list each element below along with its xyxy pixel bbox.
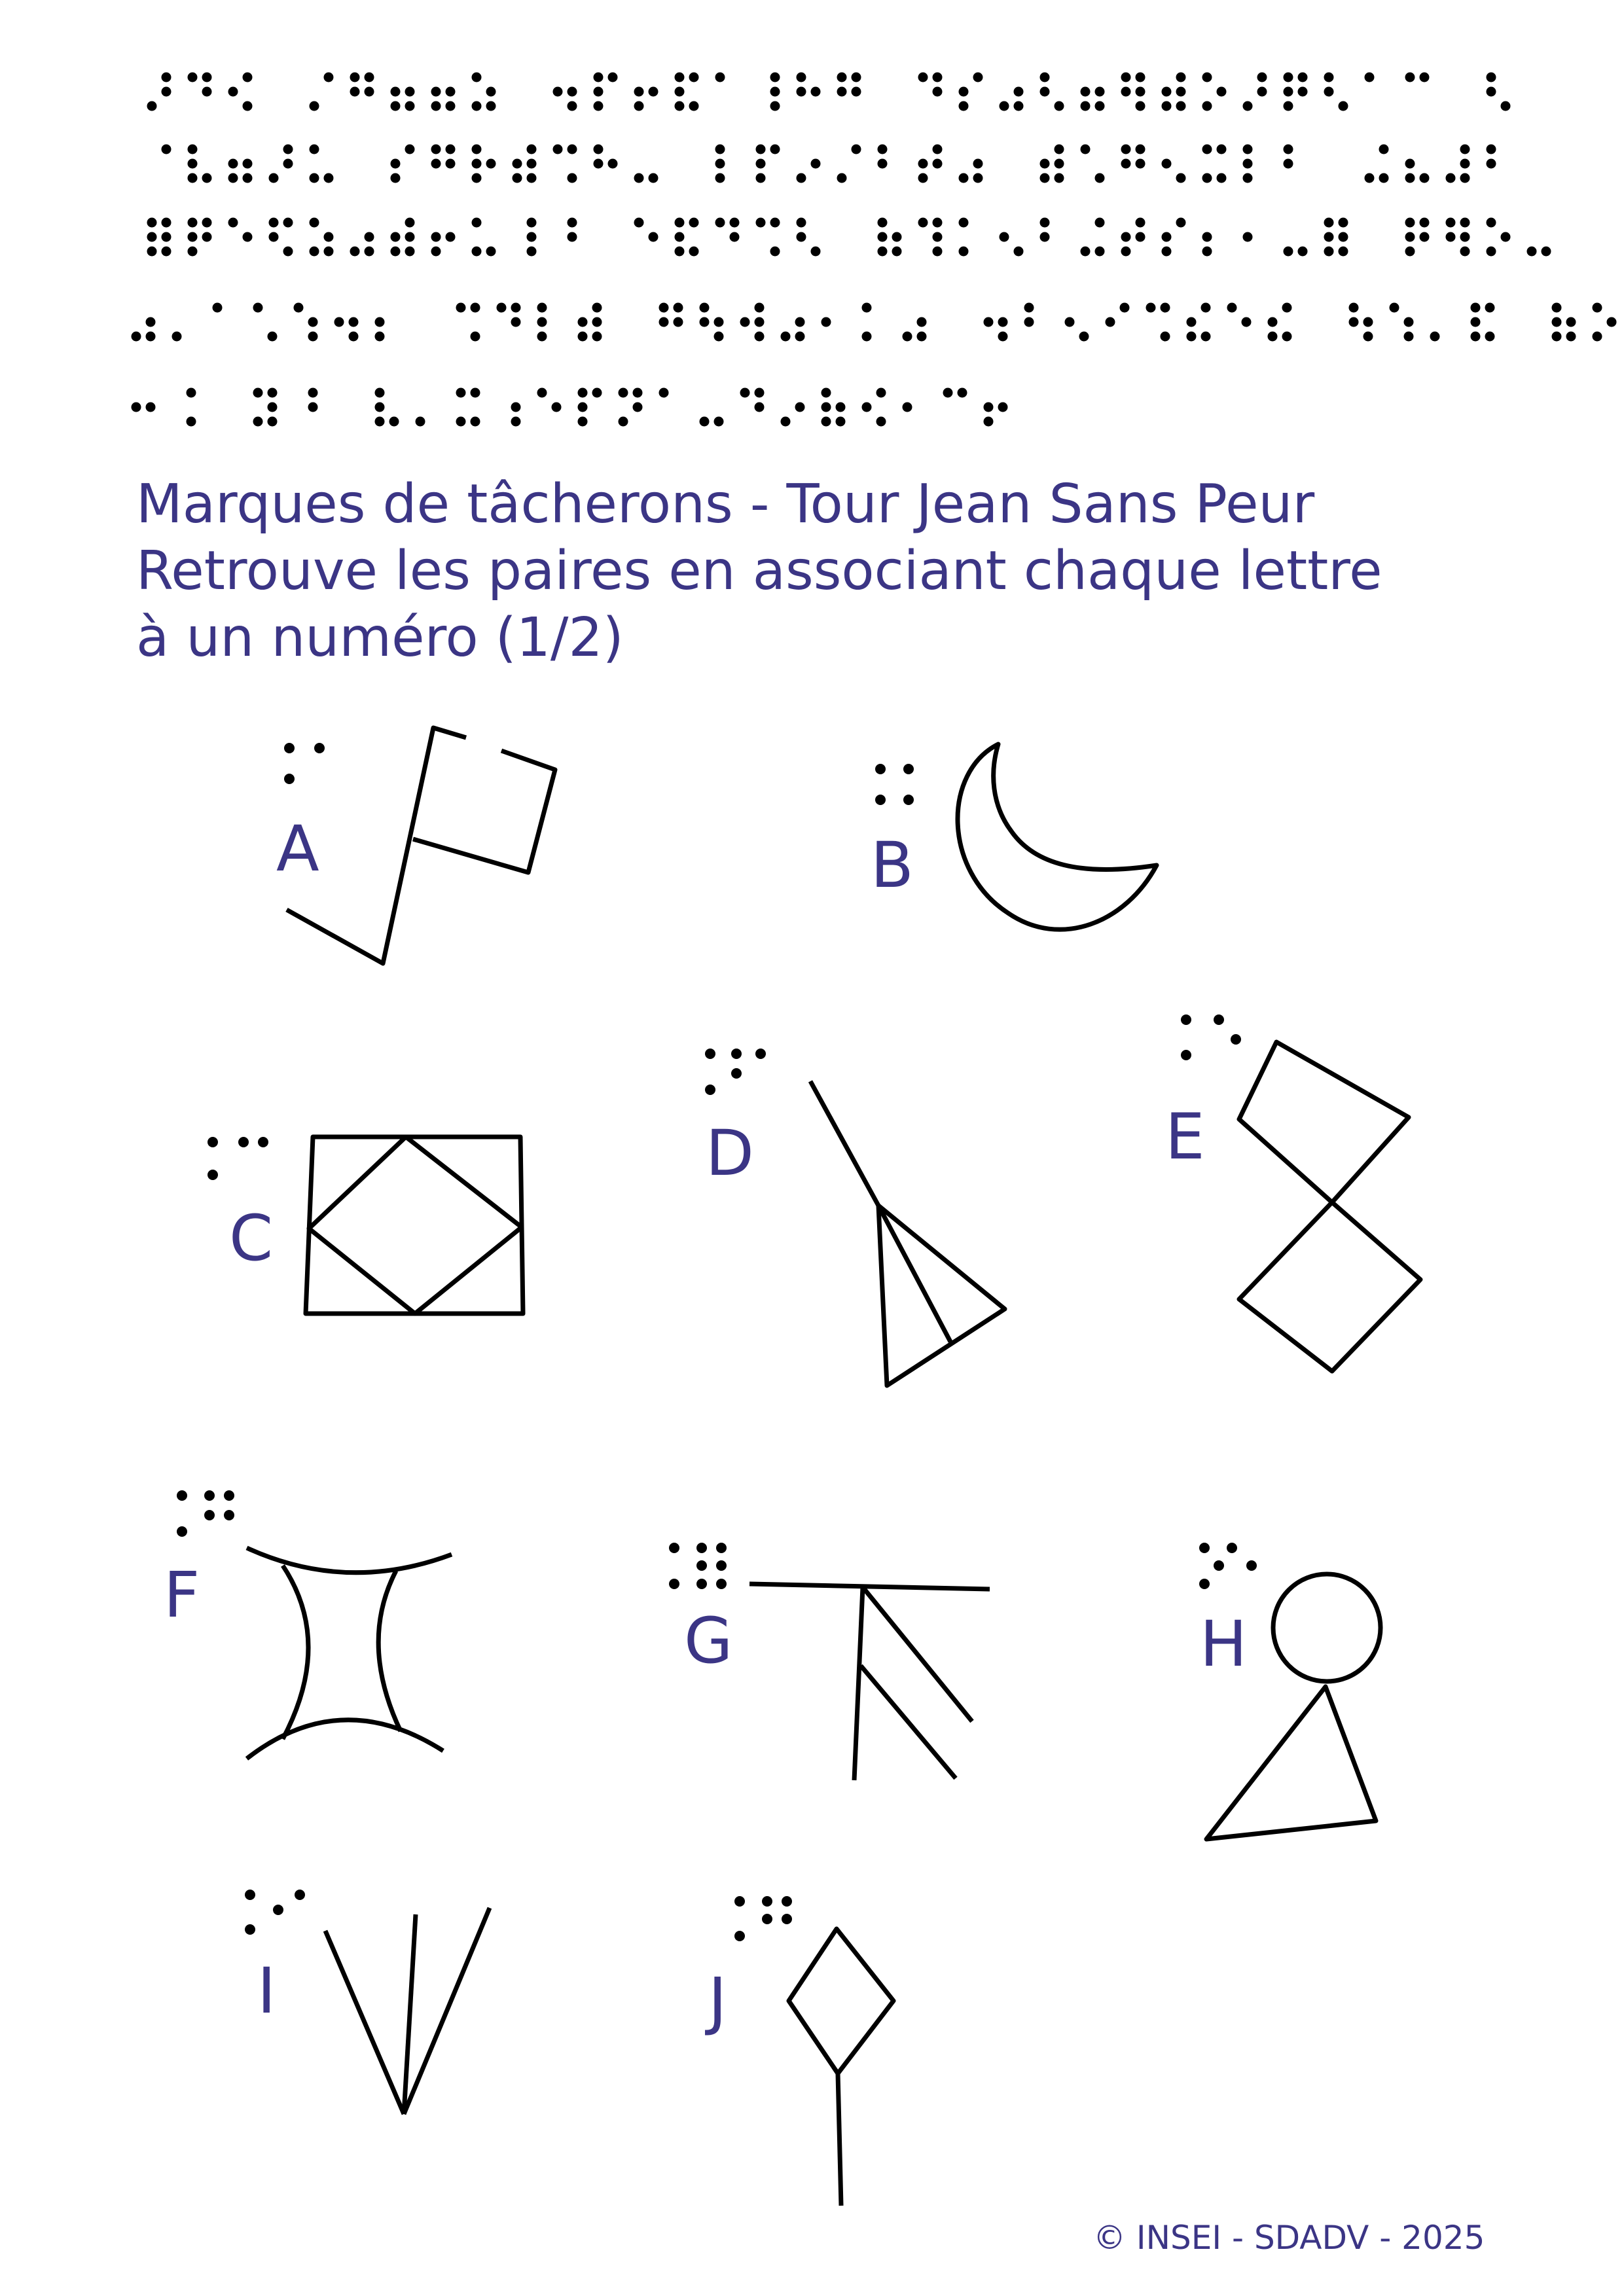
figure-e [1165,1014,1420,1371]
mark-bar-slashes [749,1584,990,1780]
letter-label-a: A [276,812,319,886]
figure-a [276,728,555,963]
figure-h [1199,1543,1380,1839]
figure-g [669,1543,990,1780]
mark-diamond-stem [789,1929,893,2206]
figure-b [871,744,1157,929]
letter-label-i: I [257,1954,276,2028]
letter-label-c: C [229,1202,274,1275]
braille-letter-f [177,1490,234,1537]
title-line-2: Retrouve les paires en associant chaque lettre [136,540,1382,602]
braille-letter-d [705,1049,766,1095]
letter-label-j: J [708,1964,727,2037]
title-line-3: à un numéro (1/2) [136,607,624,669]
braille-letter-i [245,1890,305,1935]
letter-label-f: F [164,1558,200,1632]
letter-label-h: H [1200,1607,1248,1681]
letter-label-g: G [684,1604,733,1677]
braille-letter-j [734,1896,792,1941]
mark-crescent [958,744,1157,929]
letter-label-e: E [1165,1100,1205,1174]
braille-letter-a [284,743,325,784]
braille-letter-c [208,1137,268,1180]
mark-double-diamond [1239,1042,1420,1371]
mark-flag [287,728,555,963]
braille-letter-g [669,1543,727,1589]
letter-label-b: B [871,829,914,902]
braille-letter-h [1199,1543,1257,1589]
title-line-1: Marques de tâcherons - Tour Jean Sans Peur [136,473,1315,535]
figure-j [705,1896,893,2206]
copyright-notice: © INSEI - SDADV - 2025 [1093,2219,1485,2257]
figure-d [705,1049,1005,1386]
figure-i [245,1890,490,2114]
letter-label-d: D [706,1117,754,1190]
figure-f [164,1490,452,1759]
braille-letter-e [1181,1014,1241,1060]
mark-curved-square [247,1548,452,1759]
mark-pennant [810,1081,1005,1386]
braille-letter-b [875,764,914,805]
mark-rectangle-diamond [306,1137,523,1314]
figure-c [208,1137,523,1314]
mark-fan [325,1908,490,2114]
